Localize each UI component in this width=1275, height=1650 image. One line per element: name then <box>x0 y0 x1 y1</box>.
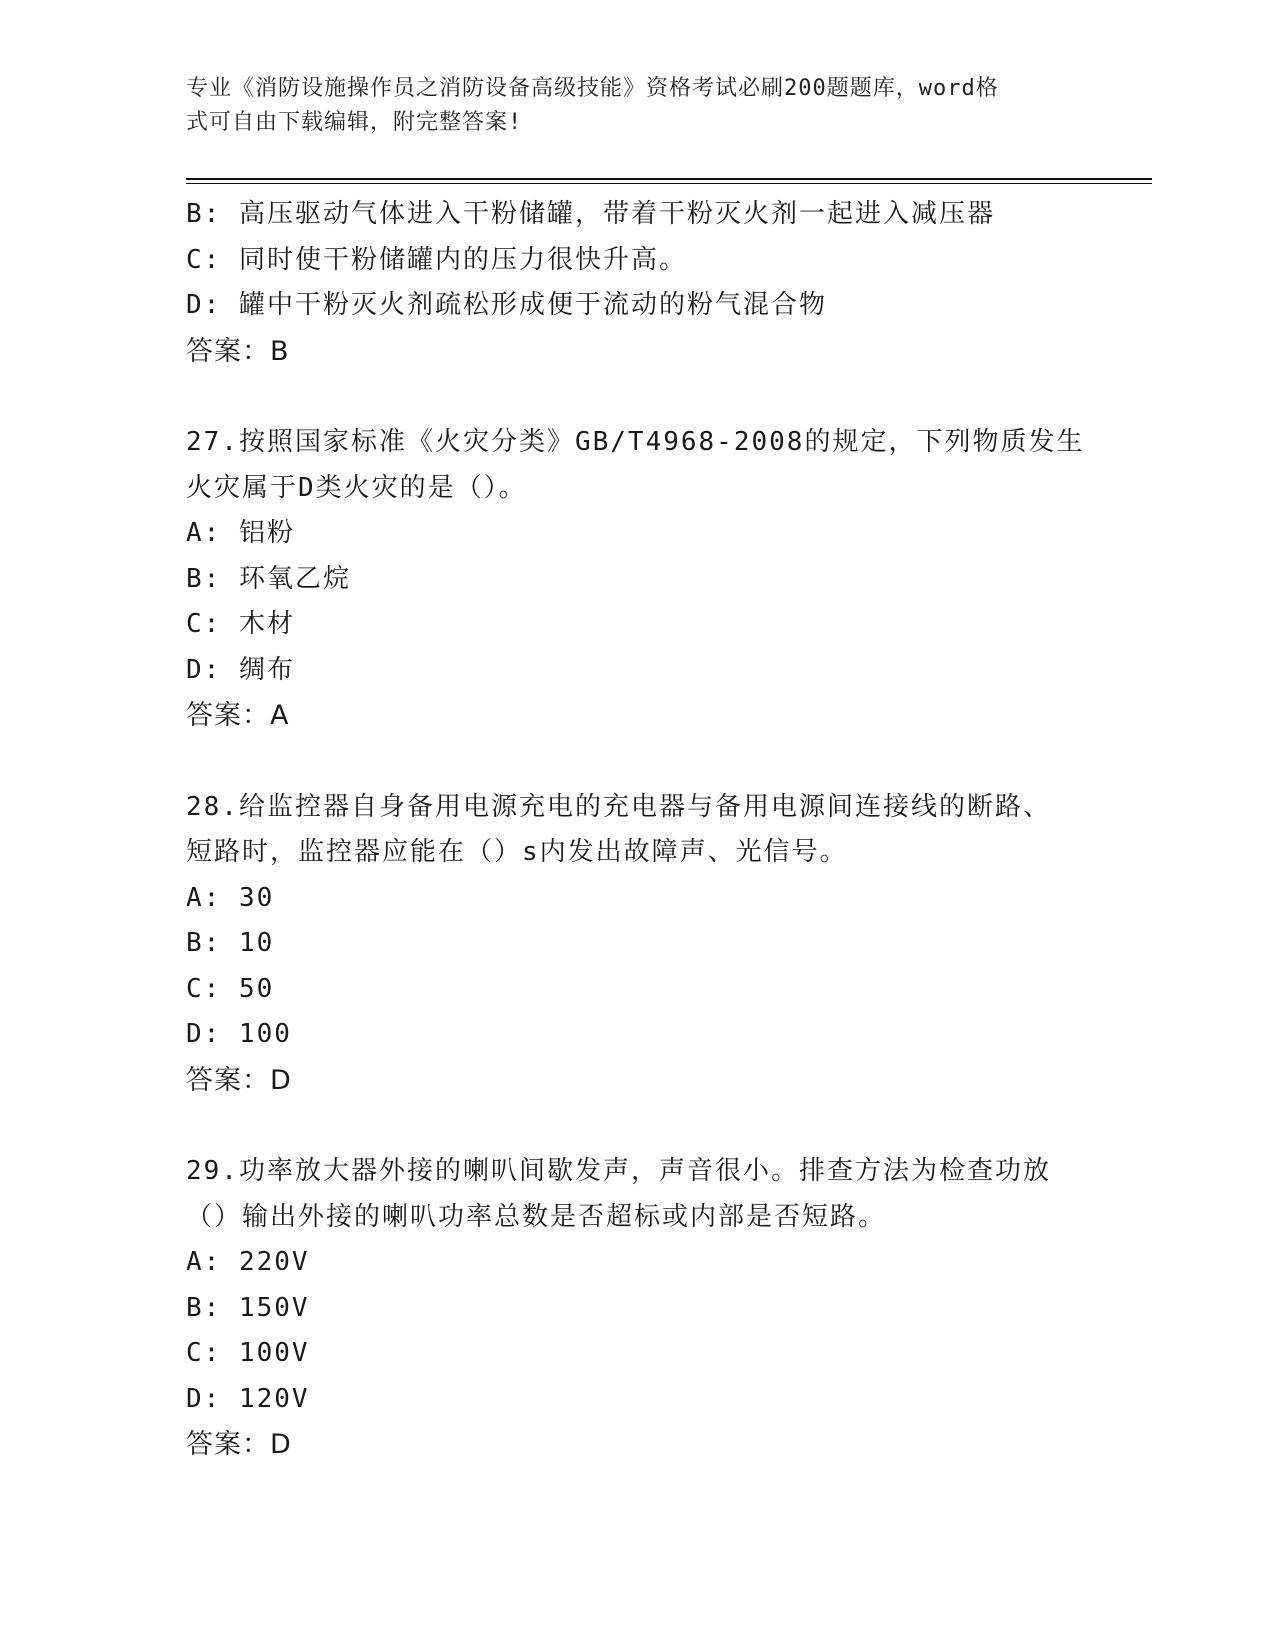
answer: 答案：D <box>186 1064 292 1096</box>
option-d: D: 绸布 <box>186 654 295 685</box>
question-stem-line: 28.给监控器自身备用电源充电的充电器与备用电源间连接线的断路、 <box>186 791 1051 822</box>
spacer <box>186 739 1086 785</box>
header-divider-thick <box>186 178 1152 180</box>
header-line-2: 式可自由下载编辑，附完整答案! <box>186 110 523 135</box>
header-line-1: 专业《消防设施操作员之消防设备高级技能》资格考试必刷200题题库，word格 <box>186 76 999 101</box>
header-divider-thin <box>186 183 1152 184</box>
question-27 <box>186 420 1086 739</box>
option-b: B: 高压驱动气体进入干粉储罐，带着干粉灭火剂一起进入减压器 <box>186 199 995 229</box>
option-a: A: 220V <box>186 1247 310 1277</box>
answer: 答案：A <box>186 700 290 731</box>
option-c: C: 木材 <box>186 609 295 639</box>
spacer <box>186 1103 1086 1149</box>
option-c: C: 50 <box>186 973 275 1004</box>
option-b: B: 10 <box>186 928 275 958</box>
question-29 <box>186 1149 1086 1468</box>
question-content <box>186 192 1086 1468</box>
document-header <box>186 72 1066 140</box>
option-d: D: 120V <box>186 1383 310 1414</box>
option-a: A: 铝粉 <box>186 518 295 548</box>
question-stem-line: 29.功率放大器外接的喇叭间歇发声，声音很小。排查方法为检查功放 <box>186 1156 1051 1186</box>
question-stem-line: （）输出外接的喇叭功率总数是否超标或内部是否短路。 <box>186 1201 887 1232</box>
question-stem-line: 火灾属于D类火灾的是（）。 <box>186 472 527 503</box>
answer: 答案：B <box>186 335 290 367</box>
question-stem-line: 短路时，监控器应能在（）s内发出故障声、光信号。 <box>186 837 848 867</box>
option-a: A: 30 <box>186 882 275 913</box>
option-d: D: 100 <box>186 1019 292 1049</box>
question-stem-line: 27.按照国家标准《火灾分类》GB/T4968-2008的规定，下列物质发生 <box>186 427 1085 457</box>
option-c: C: 同时使干粉储罐内的压力很快升高。 <box>186 244 687 275</box>
option-d: D: 罐中干粉灭火剂疏松形成便于流动的粉气混合物 <box>186 290 827 320</box>
question-28 <box>186 785 1086 1104</box>
option-c: C: 100V <box>186 1338 310 1368</box>
spacer <box>186 374 1086 420</box>
option-b: B: 环氧乙烷 <box>186 563 351 594</box>
continued-question <box>186 192 1086 374</box>
option-b: B: 150V <box>186 1292 310 1323</box>
answer: 答案：D <box>186 1429 292 1460</box>
